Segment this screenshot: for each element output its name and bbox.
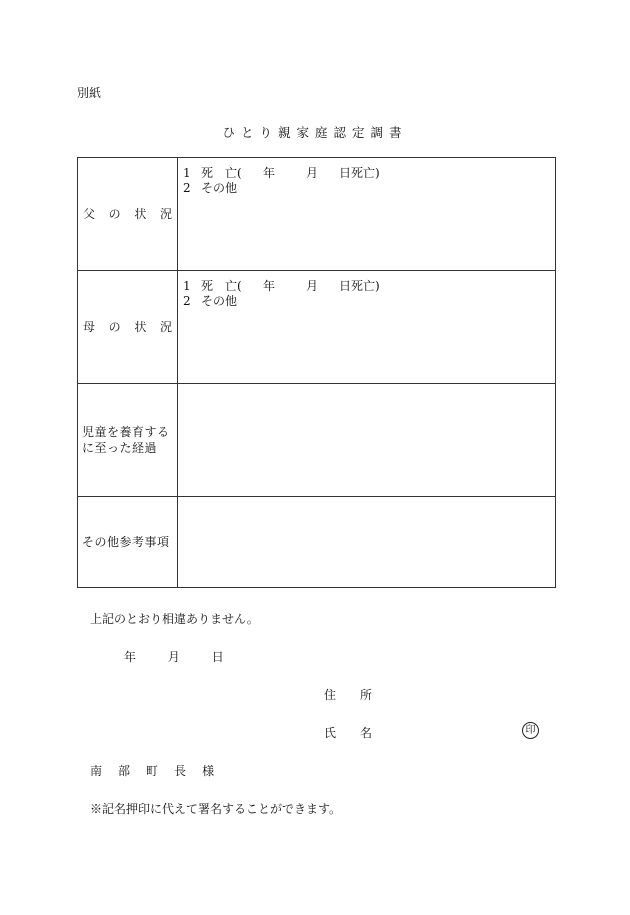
label-char: 状 bbox=[134, 320, 147, 334]
addressee-char: 部 bbox=[118, 764, 133, 778]
option-text: その他 bbox=[201, 294, 238, 308]
option-other bbox=[183, 181, 555, 196]
day-unit: 日 bbox=[211, 650, 224, 664]
child-rearing-row bbox=[78, 384, 556, 497]
father-status-field[interactable] bbox=[178, 158, 556, 271]
seal-mark: 印 bbox=[522, 722, 539, 739]
option-death bbox=[183, 279, 555, 294]
label-char: 状 bbox=[134, 207, 147, 221]
label-char: 母 bbox=[83, 320, 96, 334]
year-unit: 年 bbox=[263, 166, 276, 180]
addressee-char: 南 bbox=[90, 764, 105, 778]
addressee bbox=[90, 762, 230, 779]
addressee-char: 町 bbox=[146, 764, 161, 778]
name-label-char: 氏 bbox=[324, 726, 337, 740]
label-char: 況 bbox=[159, 320, 172, 334]
address-field[interactable] bbox=[324, 686, 396, 703]
option-other bbox=[183, 294, 555, 309]
form-table bbox=[77, 157, 556, 588]
label-char: 父 bbox=[83, 207, 96, 221]
year-unit: 年 bbox=[124, 650, 137, 664]
label-char: の bbox=[108, 320, 121, 334]
addressee-char: 様 bbox=[202, 764, 217, 778]
signature-note: ※記名押印に代えて署名することができます。 bbox=[90, 802, 342, 816]
mother-row bbox=[78, 271, 556, 384]
reference-field[interactable] bbox=[178, 497, 556, 588]
month-unit: 月 bbox=[306, 279, 319, 293]
option-number: 2 bbox=[183, 294, 191, 308]
mother-status-label bbox=[78, 271, 178, 384]
father-row bbox=[78, 158, 556, 271]
label-line: に至った経過 bbox=[82, 441, 158, 455]
father-status-label bbox=[78, 158, 178, 271]
reference-row bbox=[78, 497, 556, 588]
label-line: 児童を養育する bbox=[82, 425, 170, 439]
label-line: その他参考事項 bbox=[82, 535, 170, 549]
name-label-char: 名 bbox=[360, 726, 373, 740]
option-number: 2 bbox=[183, 181, 191, 195]
option-number: 1 bbox=[183, 279, 191, 293]
option-text: その他 bbox=[201, 181, 238, 195]
day-unit: 日死亡) bbox=[339, 279, 380, 293]
child-rearing-label bbox=[78, 384, 178, 497]
option-death bbox=[183, 166, 555, 181]
day-unit: 日死亡) bbox=[339, 166, 380, 180]
address-label-char: 住 bbox=[324, 688, 337, 702]
annex-label: 別紙 bbox=[77, 86, 102, 100]
option-text: 死 亡( bbox=[201, 279, 242, 293]
mother-status-field[interactable] bbox=[178, 271, 556, 384]
name-field[interactable] bbox=[324, 724, 396, 741]
year-unit: 年 bbox=[263, 279, 276, 293]
document-title: ひとり親家庭認定調書 bbox=[222, 125, 408, 140]
date-line[interactable] bbox=[124, 648, 252, 665]
option-text: 死 亡( bbox=[201, 166, 242, 180]
month-unit: 月 bbox=[167, 650, 180, 664]
month-unit: 月 bbox=[306, 166, 319, 180]
child-rearing-field[interactable] bbox=[178, 384, 556, 497]
confirmation-text: 上記のとおり相違ありません。 bbox=[90, 612, 259, 626]
label-char: の bbox=[108, 207, 121, 221]
option-number: 1 bbox=[183, 166, 191, 180]
label-char: 況 bbox=[159, 207, 172, 221]
addressee-char: 長 bbox=[174, 764, 189, 778]
reference-label bbox=[78, 497, 178, 588]
address-label-char: 所 bbox=[360, 688, 373, 702]
